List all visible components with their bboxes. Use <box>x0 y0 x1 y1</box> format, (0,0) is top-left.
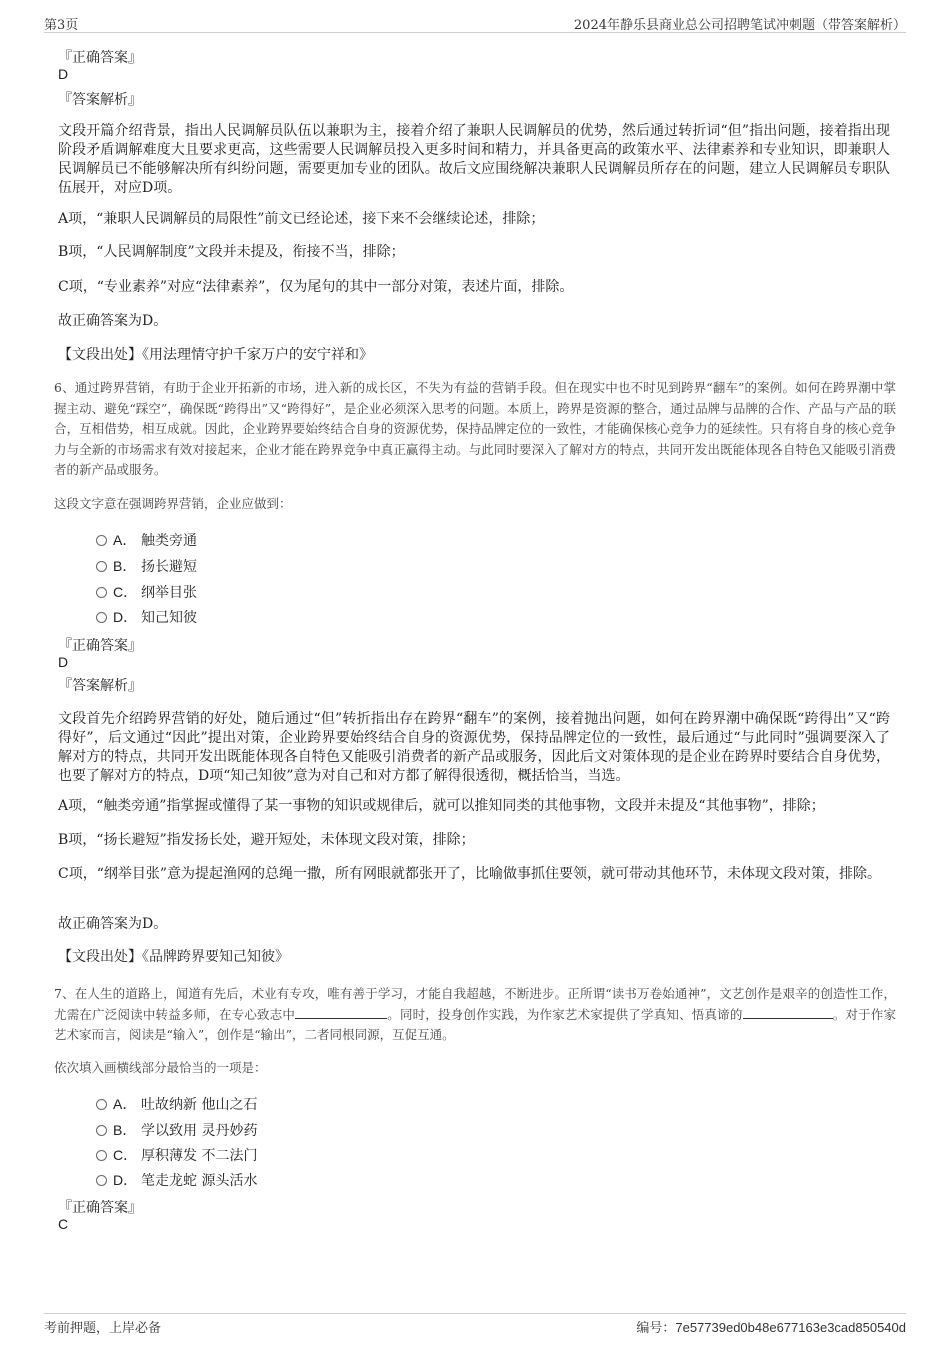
radio-icon[interactable] <box>96 1099 107 1110</box>
option-a[interactable]: A． 触类旁通 <box>96 530 197 550</box>
question-stem: 7、在人生的道路上，闻道有先后，术业有专攻，唯有善于学习，才能自我超越，不断进步。正所谓“读书万卷始通神”，文艺创作是艰辛的创造性工作，尤需在广泛阅读中转益多师，在专心致志中 。同时，投身创作实践，为作家艺术家提供了学真知、悟真谛的 。对于作家艺术家而言，阅读是“输入”，创作是“输出”，二者同根同源，互促互通。 <box>54 986 896 1042</box>
analysis-text: 文段开篇介绍背景，指出人民调解员队伍以兼职为主，接着介绍了兼职人民调解员的优势，然后通过转折词“但”指出问题，接着指出现阶段矛盾调解难度大且要求更高，这些需要人民调解员投入更多时间和精力，并具备更高的政策水平、法律素养和专业知识，即兼职人民调解员已不能够解决所有纠纷问题，需要更加专业的团队。故后文应围绕解决兼职人民调解员所存在的问题，建立人民调解员专职队伍展开，对应D项。 <box>58 123 890 196</box>
fill-blank-2 <box>743 1006 833 1019</box>
page-header <box>44 10 906 33</box>
correct-answer-label: 『正确答案』 <box>58 50 142 66</box>
option-d[interactable]: D． 笔走龙蛇 源头活水 <box>96 1170 257 1190</box>
analysis-text: 文段首先介绍跨界营销的好处，随后通过“但”转折指出存在跨界“翻车”的案例，接着抛出问题，如何在跨界潮中确保既“跨得出”又“跨得好”，后文通过“因此”提出对策，企业跨界要始终结合自身的资源优势，保持品牌定位的一致性，最后通过“与此同时”强调要深入了解对方的特点，共同开发出既能体现各自特色又能吸引消费者的新产品或服务，因此后文对策体现的是企业在跨界时要结合自身优势，也要了解对方的特点，D项“知己知彼”意为对自己和对方都了解得很透彻，概括恰当，当选。 <box>58 711 890 784</box>
correct-answer-label: 『正确答案』 <box>58 1200 142 1216</box>
option-c-analysis: C项，“纲举目张”意为提起渔网的总绳一撒，所有网眼就都张开了，比喻做事抓住要领，就可带动其他环节，未体现文段对策，排除。 <box>58 866 882 882</box>
option-a-analysis: A项，“触类旁通”指掌握或懂得了某一事物的知识或规律后，就可以推知同类的其他事物，文段并未提及“其他事物”，排除； <box>58 798 825 814</box>
radio-icon[interactable] <box>96 1150 107 1161</box>
option-a-analysis: A项，“兼职人民调解员的局限性”前文已经论述，接下来不会继续论述，排除； <box>58 211 545 227</box>
radio-icon[interactable] <box>96 1175 107 1186</box>
radio-icon[interactable] <box>96 561 107 572</box>
option-b[interactable]: B． 学以致用 灵丹妙药 <box>96 1120 257 1140</box>
option-c[interactable]: C． 纲举目张 <box>96 582 197 602</box>
document-title: 2024年静乐县商业总公司招聘笔试冲刺题（带答案解析） <box>573 18 906 33</box>
radio-icon[interactable] <box>96 1125 107 1136</box>
option-b-analysis: B项，“扬长避短”指发扬长处，避开短处，未体现文段对策，排除； <box>58 832 475 848</box>
correct-answer-label: 『正确答案』 <box>58 638 142 654</box>
option-c[interactable]: C． 厚积薄发 不二法门 <box>96 1145 257 1165</box>
source: 【文段出处】《用法理情守护千家万户的安宁祥和》 <box>58 347 373 363</box>
question-prompt: 依次填入画横线部分最恰当的一项是： <box>54 1060 267 1075</box>
source: 【文段出处】《品牌跨界要知己知彼》 <box>58 949 289 965</box>
analysis-label: 『答案解析』 <box>58 678 142 694</box>
correct-answer: D <box>58 66 69 82</box>
conclusion: 故正确答案为D。 <box>58 916 168 932</box>
correct-answer: C <box>58 1216 69 1232</box>
analysis-label: 『答案解析』 <box>58 92 142 108</box>
question-stem: 6、通过跨界营销，有助于企业开拓新的市场，进入新的成长区，不失为有益的营销手段。但在现实中也不时见到跨界“翻车”的案例。如何在跨界潮中掌握主动、避免“踩空”，确保既“跨得出”又“跨得好”，是企业必须深入思考的问题。本质上，跨界是资源的整合，通过品牌与品牌的合作、产品与产品的联合，互相借势，相互成就。因此，企业跨界要始终结合自身的资源优势，保持品牌定位的一致性，才能确保核心竞争力的延续性。只有将自身的核心竞争力与全新的市场需求有效对接起来，企业才能在跨界竞争中真正赢得主动。与此同时要深入了解对方的特点，共同开发出既能体现各自特色又能吸引消费者的新产品或服务。 <box>54 380 896 477</box>
option-b[interactable]: B． 扬长避短 <box>96 556 197 576</box>
option-d[interactable]: D． 知己知彼 <box>96 607 197 627</box>
page-footer <box>44 1313 906 1336</box>
option-a[interactable]: A． 吐故纳新 他山之石 <box>96 1094 257 1114</box>
conclusion: 故正确答案为D。 <box>58 313 168 329</box>
page-number: 第3页 <box>44 18 79 33</box>
radio-icon[interactable] <box>96 535 107 546</box>
correct-answer: D <box>58 654 69 670</box>
option-c-analysis: C项，“专业素养”对应“法律素养”，仅为尾句的其中一部分对策，表述片面，排除。 <box>58 279 574 295</box>
radio-icon[interactable] <box>96 612 107 623</box>
option-b-analysis: B项，“人民调解制度”文段并未提及，衔接不当，排除； <box>58 244 405 260</box>
radio-icon[interactable] <box>96 587 107 598</box>
fill-blank-1 <box>295 1006 387 1019</box>
footer-slogan: 考前押题，上岸必备 <box>44 1321 162 1336</box>
question-prompt: 这段文字意在强调跨界营销，企业应做到： <box>54 496 292 511</box>
document-code: 编号：7e57739ed0b48e677163e3cad850540d <box>636 1320 906 1336</box>
